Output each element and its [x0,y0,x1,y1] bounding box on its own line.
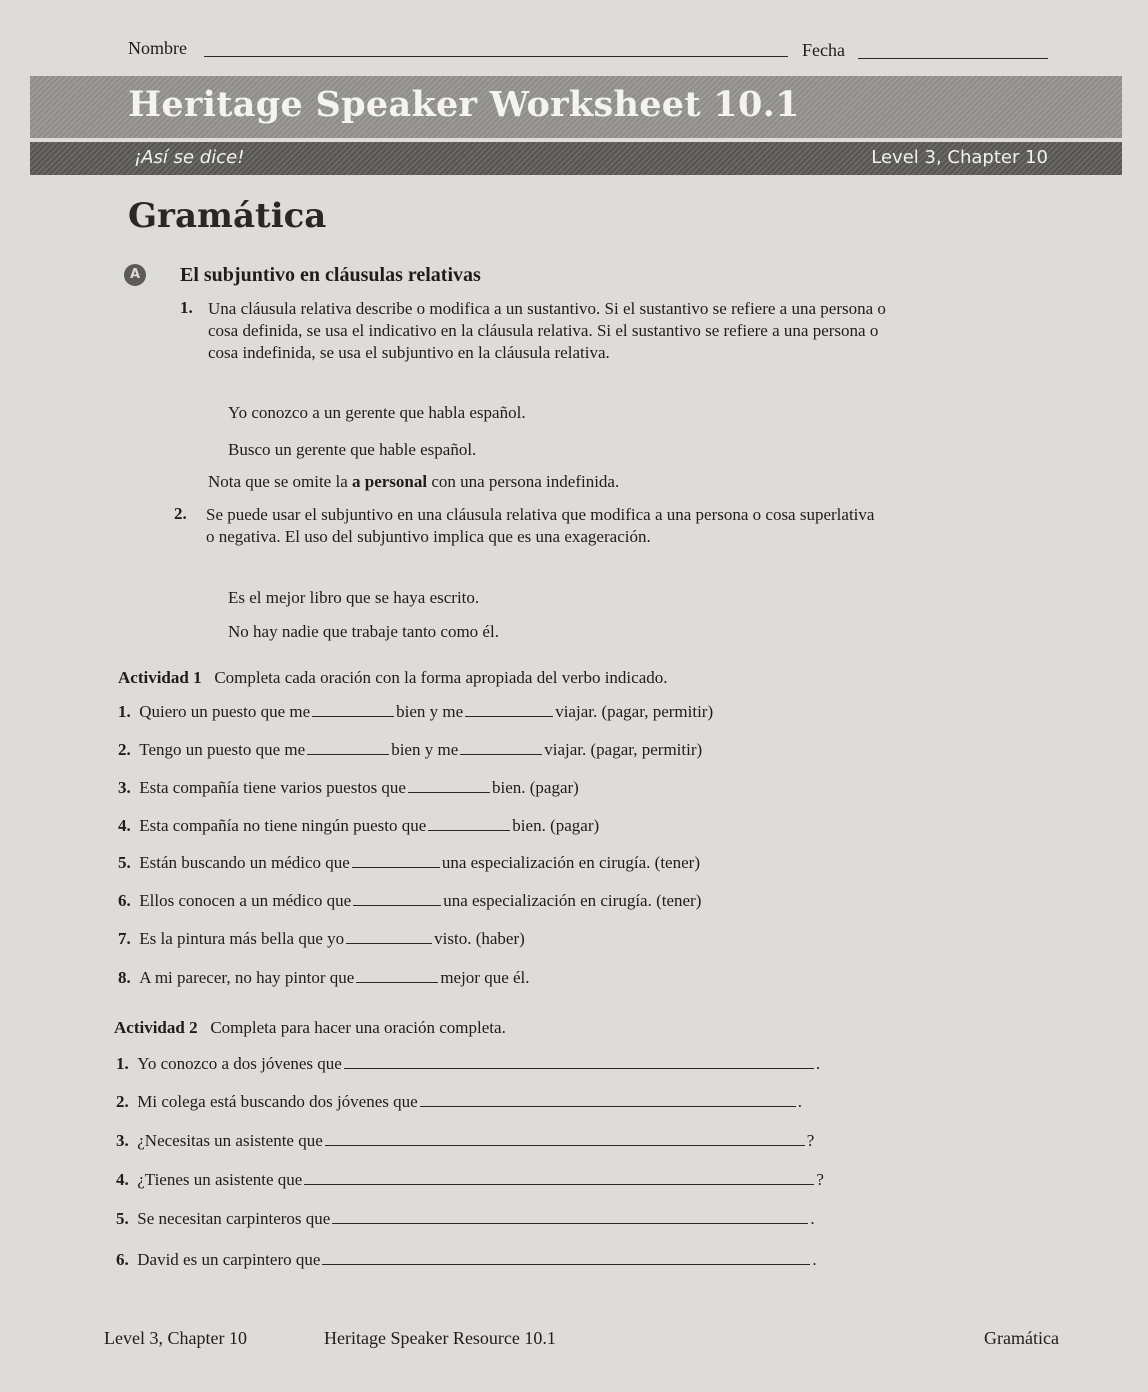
act1-item-8: 8. A mi parecer, no hay pintor que mejor que él. [118,968,530,987]
section-title: El subjuntivo en cláusulas relativas [180,264,481,286]
act1-item-3: 3. Esta compañía tiene varios puestos que bien. (pagar) [118,778,579,797]
fecha-field[interactable] [858,58,1048,59]
example-2: Busco un gerente que hable español. [228,440,477,459]
footer-center: Heritage Speaker Resource 10.1 [324,1328,556,1348]
section-badge: A [124,264,146,286]
act2-item-4: 4. ¿Tienes un asistente que ? [116,1170,824,1189]
rule2-number: 2. [174,504,187,523]
title-banner [30,76,1122,138]
footer-right: Gramática [984,1328,1059,1348]
section-heading: Gramática [128,196,327,236]
answer-line[interactable] [344,1054,814,1069]
actividad2-header: Actividad 2 Completa para hacer una oración completa. [114,1018,506,1037]
actividad1-header: Actividad 1 Completa cada oración con la forma apropiada del verbo indicado. [118,668,668,687]
answer-line[interactable] [420,1092,796,1107]
fecha-label: Fecha [802,40,845,60]
act1-item-4: 4. Esta compañía no tiene ningún puesto que bien. (pagar) [118,816,600,835]
nombre-field[interactable] [204,56,788,57]
worksheet-title: Heritage Speaker Worksheet 10.1 [128,84,800,125]
example-3: Es el mejor libro que se haya escrito. [228,588,480,607]
footer-left: Level 3, Chapter 10 [104,1328,247,1348]
answer-blank[interactable] [346,929,432,944]
answer-blank[interactable] [460,740,542,755]
rule2-text: Se puede usar el subjuntivo en una cláusula relativa que modifica a una persona o cosa superlativa o negativa. El uso del subjuntivo implica que es una exageración. [206,505,875,546]
example-1: Yo conozco a un gerente que habla español. [228,403,526,422]
act1-item-7: 7. Es la pintura más bella que yo visto. (haber) [118,929,525,948]
subtitle-left: ¡Así se dice! [134,147,245,168]
answer-blank[interactable] [307,740,389,755]
answer-blank[interactable] [312,702,394,717]
subtitle-banner [30,142,1122,175]
act1-item-1: 1. Quiero un puesto que me bien y me viajar. (pagar, permitir) [118,702,714,721]
act2-item-3: 3. ¿Necesitas un asistente que ? [116,1131,815,1150]
answer-line[interactable] [325,1131,805,1146]
nombre-label: Nombre [128,38,187,58]
answer-blank[interactable] [353,891,441,906]
subtitle-right: Level 3, Chapter 10 [871,147,1048,168]
act1-item-2: 2. Tengo un puesto que me bien y me viajar. (pagar, permitir) [118,740,703,759]
answer-line[interactable] [332,1209,808,1224]
answer-blank[interactable] [428,816,510,831]
act1-item-5: 5. Están buscando un médico que una especialización en cirugía. (tener) [118,853,700,872]
rule1-number: 1. [180,298,193,317]
answer-line[interactable] [304,1170,814,1185]
act1-item-6: 6. Ellos conocen a un médico que una especialización en cirugía. (tener) [118,891,702,910]
answer-blank[interactable] [352,853,440,868]
rule1-text: Una cláusula relativa describe o modifica a un sustantivo. Si el sustantivo se refiere a una persona o cosa definida, se usa el indicativo en la cláusula relativa. Si el sustantivo se refiere a una persona o cosa indefinida, se usa el subjuntivo en la cláusula relativa. [208,299,886,362]
answer-blank[interactable] [465,702,553,717]
answer-blank[interactable] [356,968,438,983]
example-4: No hay nadie que trabaje tanto como él. [228,622,499,641]
act2-item-6: 6. David es un carpintero que . [116,1250,817,1269]
answer-blank[interactable] [408,778,490,793]
act2-item-1: 1. Yo conozco a dos jóvenes que . [116,1054,821,1073]
act2-item-5: 5. Se necesitan carpinteros que . [116,1209,815,1228]
act2-item-2: 2. Mi colega está buscando dos jóvenes que . [116,1092,802,1111]
answer-line[interactable] [322,1250,810,1265]
note: Nota que se omite la a personal con una persona indefinida. [208,472,620,491]
